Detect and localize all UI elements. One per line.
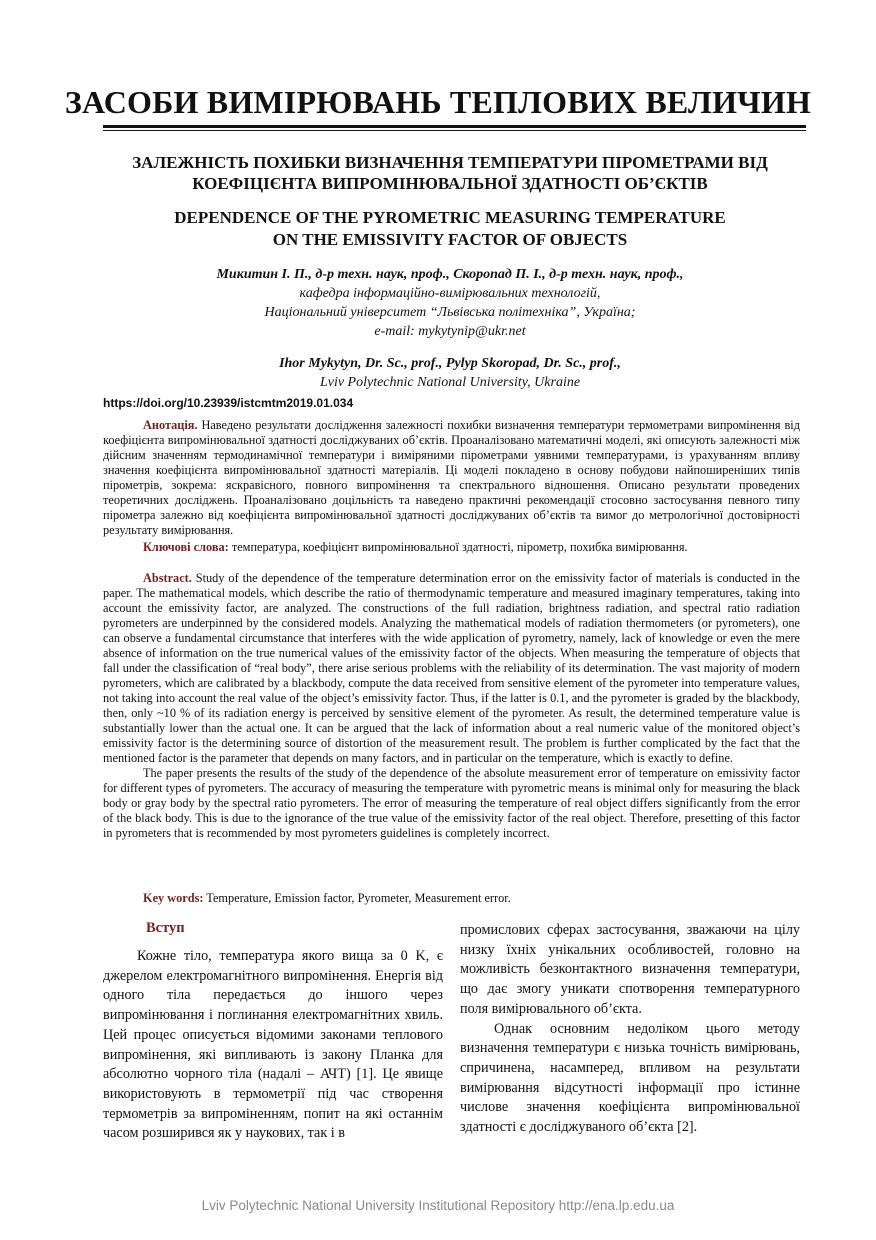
article-title-ua-line2: КОЕФІЦІЄНТА ВИПРОМІНЮВАЛЬНОЇ ЗДАТНОСТІ ОБ’ЄКТІВ <box>192 174 708 193</box>
authors-ua-department: кафедра інформаційно-вимірювальних технологій, <box>299 286 601 301</box>
intro-left-column <box>103 947 443 1144</box>
authors-en-names: Ihor Mykytyn, Dr. Sc., prof., Pylyp Skoropad, Dr. Sc., prof., <box>279 356 621 371</box>
intro-right-paragraph-1: промислових сферах застосування, зважаючи на цілу низку їхніх унікальних особливостей, головно на можливість безконтактного визначення температури, що дає змогу уникати спотворення температурного поля вимірювального об’єкта. <box>460 922 800 1017</box>
intro-left-paragraph: Кожне тіло, температура якого вища за 0 K, є джерелом електромагнітного випромінення. Енергія від одного тіла передається до іншого через випромінювання і поглинання електромагнітних хвиль. Цей процес описується відомими законами теплового випромінення, які випливають із закону Планка для абсолютно чорного тіла (надалі – АЧТ) [1]. Це явище використовують в термометрії під час створення термометрів за випроміненням, попит на які останнім часом розширився як у наукових, так і в <box>103 948 443 1142</box>
authors-ua-names: Микитин І. П., д-р техн. наук, проф., Скоропад П. І., д-р техн. наук, проф., <box>216 267 684 282</box>
abstract-ua <box>103 418 800 538</box>
authors-ua-email[interactable]: e-mail: mykytynip@ukr.net <box>374 324 526 339</box>
keywords-ua-text: температура, коефіцієнт випромінювальної здатності, пірометр, похибка вимірювання. <box>228 540 688 554</box>
keywords-en-text: Temperature, Emission factor, Pyrometer, Measurement error. <box>203 891 511 905</box>
article-title-en-line2: ON THE EMISSIVITY FACTOR OF OBJECTS <box>272 230 628 249</box>
keywords-ua-label: Ключові слова: <box>143 540 229 554</box>
intro-heading: Вступ <box>146 920 185 936</box>
intro-right-paragraph-2: Однак основним недоліком цього методу визначення температури є низька точність вимірювань, спричинена, насамперед, впливом на результати вимірювання відсутності інформації про істинне числове значення коефіцієнта випромінювальної здатності є досліджуваного об’єкта [2]. <box>460 1020 800 1136</box>
article-title-en <box>90 207 810 251</box>
title-rule-thick <box>103 125 806 128</box>
repository-footer: Lviv Polytechnic National University Institutional Repository http://ena.lp.edu.ua <box>201 1198 675 1213</box>
doi-link[interactable]: https://doi.org/10.23939/istcmtm2019.01.034 <box>103 396 354 410</box>
section-title: ЗАСОБИ ВИМІРЮВАНЬ ТЕПЛОВИХ ВЕЛИЧИН <box>64 84 812 120</box>
abstract-en-paragraph-1: Study of the dependence of the temperature determination error on the emissivity factor of materials is conducted in the paper. The mathematical models, which describe the ratio of thermodynamic temperature and measured imaginary temperatures, taking into account the emissivity factor, are analyzed. The constructions of the full radiation, brightness radiation, and spectral ratio radiation pyrometers are underpinned by the considered models. Analyzing the mathematical models of radiation thermometers (or pyrometers), one can observe a fundamental circumstance that interferes with the wide application of pyrometry, namely, lack of knowledge or even the mere absence of information on the true numerical values of the emissivity factor of the objects. When measuring the temperature of objects that fall under the classification of “real body”, there arise serious problems with the reliability of its determination. The vast majority of modern pyrometers, which are calibrated by a blackbody, compute the data received from sensitive element of the pyrometer into temperature values, not taking into account the real value of the object’s emissivity factor. Thus, if the latter is 0.1, and the pyrometer is graded by the blackbody, then, only ~10 % of its radiation energy is perceived by sensitive element of the pyrometer. As result, the determined temperature value is substantially lower than the actual one. It can be argued that the lack of information about a real numeric value of the monitored object’s emissivity factor is the determining source of distortion of the measurement result. The problem is further complicated by the fact that the mentioned factor is the parameter that depends on many factors, and in particular on the temperature, which is exactly to define. <box>103 571 800 765</box>
keywords-en <box>103 891 800 906</box>
abstract-ua-label: Анотація. <box>143 418 198 432</box>
abstract-ua-text: Наведено результати дослідження залежності похибки визначення температури термометрами випромінення від коефіцієнта випромінювальної здатності досліджуваних об’єктів. Проаналізовано математичні моделі, які описують залежності між дійсним значенням термодинамічної температури і виміряними пірометрами уявними температурами, із урахуванням впливу значення коефіцієнта випромінювальної здатності матеріалів. Ці моделі покладено в основу побудови найпоширеніших типів пірометрів, зокрема: яскравісного, повного випромінення та спектрального відношення. Описано результати проведених теоретичних досліджень. Проаналізовано доцільність та наведено практичні рекомендації стосовно застосування певного типу пірометра залежно від коефіцієнта випромінювальної здатності досліджуваних об’єктів та вимог до метрологічної достовірності результату вимірювання. <box>103 418 800 537</box>
intro-right-column <box>460 921 800 1138</box>
authors-en-block <box>60 354 840 392</box>
authors-en-university: Lviv Polytechnic National University, Ukraine <box>319 375 581 390</box>
abstract-en <box>103 571 800 841</box>
keywords-en-label: Key words: <box>143 891 204 905</box>
article-title-ua <box>90 152 810 194</box>
keywords-ua <box>103 540 800 555</box>
authors-ua-block <box>60 265 840 341</box>
article-title-en-line1: DEPENDENCE OF THE PYROMETRIC MEASURING TEMPERATURE <box>174 208 726 227</box>
authors-ua-university: Національний університет “Львівська політехніка”, Україна; <box>264 305 636 320</box>
abstract-en-paragraph-2: The paper presents the results of the study of the dependence of the absolute measurement error of temperature on emissivity factor for different types of pyrometers. The accuracy of measuring the temperature with pyrometric means is minimal only for measuring the black body or gray body by the spectral ratio pyrometers. The error of measuring the temperature of real object differs significantly from the error of the black body. This is due to the ignorance of the true value of the emissivity factor of the real object. Therefore, presetting of this factor in pyrometers that is recommended by most pyrometers guidelines is completely incorrect. <box>103 766 800 840</box>
article-title-ua-line1: ЗАЛЕЖНІСТЬ ПОХИБКИ ВИЗНАЧЕННЯ ТЕМПЕРАТУРИ ПІРОМЕТРАМИ ВІД <box>132 153 768 172</box>
abstract-en-label: Abstract. <box>143 571 192 585</box>
title-rule-thin <box>103 130 806 131</box>
